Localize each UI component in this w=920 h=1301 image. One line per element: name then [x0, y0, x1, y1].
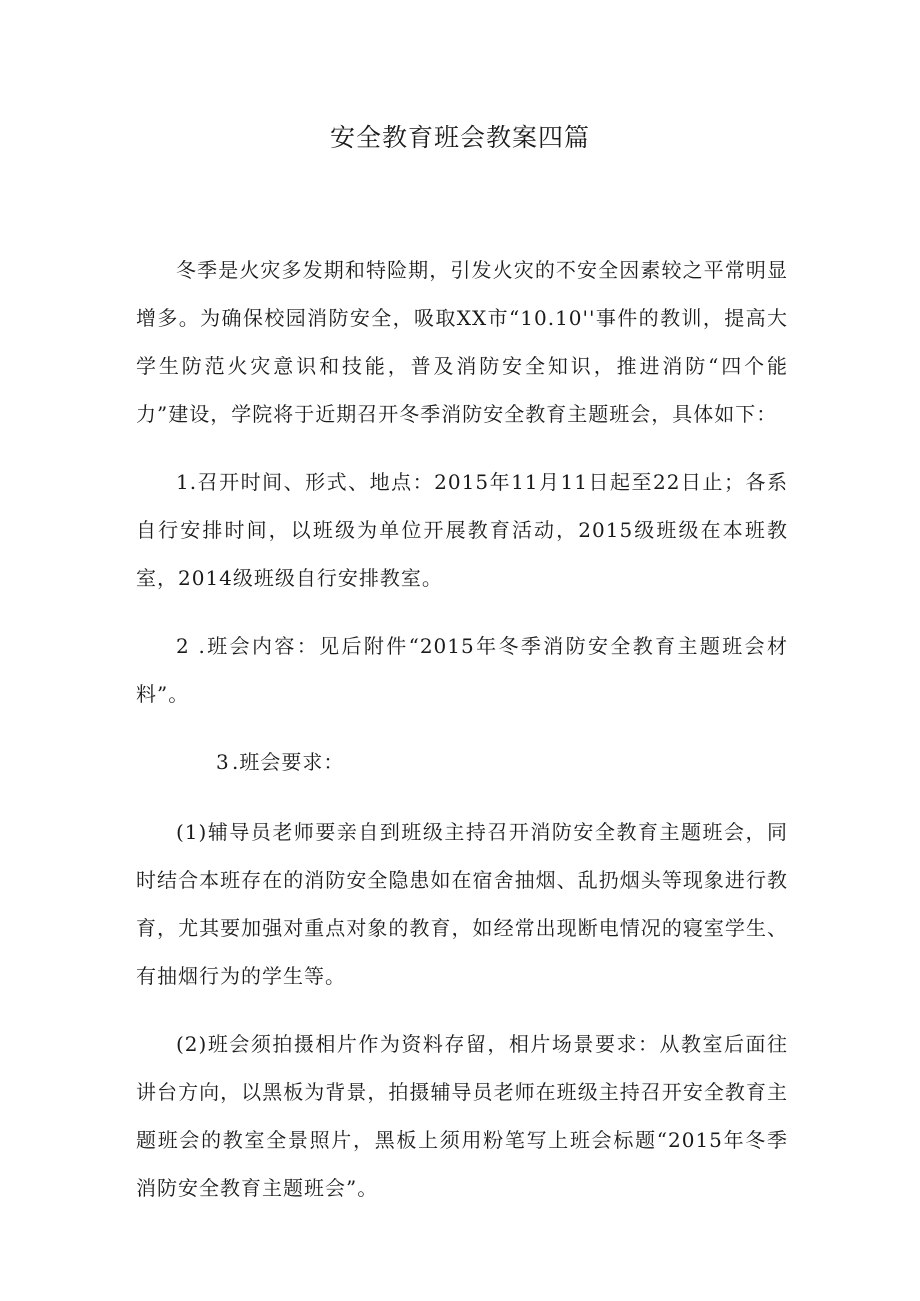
requirement-2-paragraph: (2)班会须拍摄相片作为资料存留，相片场景要求：从教室后面往讲台方向，以黑板为背景，拍摄辅导员老师在班级主持召开安全教育主题班会的教室全景照片，黑板上须用粉笔写上班会标题“2015年冬季消防安全教育主题班会”。	[136, 1032, 788, 1200]
item-3-number: 3	[216, 750, 230, 774]
item-3-text: .班会要求：	[232, 750, 345, 774]
document-body	[136, 246, 788, 1232]
document-title: 安全教育班会教案四篇	[329, 123, 590, 152]
item-3-heading	[136, 738, 788, 786]
intro-paragraph: 冬季是火灾多发期和特险期，引发火灾的不安全因素较之平常明显增多。为确保校园消防安全，吸取XX市“10.10''事件的教训，提高大学生防范火灾意识和技能，普及消防安全知识，推进消防“四个能力”建设，学院将于近期召开冬季消防安全教育主题班会，具体如下：	[136, 258, 788, 426]
requirement-1-paragraph: (1)辅导员老师要亲自到班级主持召开消防安全教育主题班会，同时结合本班存在的消防安全隐患如在宿舍抽烟、乱扔烟头等现象进行教育，尤其要加强对重点对象的教育，如经常出现断电情况的寝室学生、有抽烟行为的学生等。	[136, 820, 788, 988]
item-1-paragraph: 1.召开时间、形式、地点：2015年11月11日起至22日止；各系自行安排时间，以班级为单位开展教育活动，2015级班级在本班教室，2014级班级自行安排教室。	[136, 470, 788, 590]
item-2-paragraph: 2 .班会内容：见后附件“2015年冬季消防安全教育主题班会材料”。	[136, 634, 788, 706]
